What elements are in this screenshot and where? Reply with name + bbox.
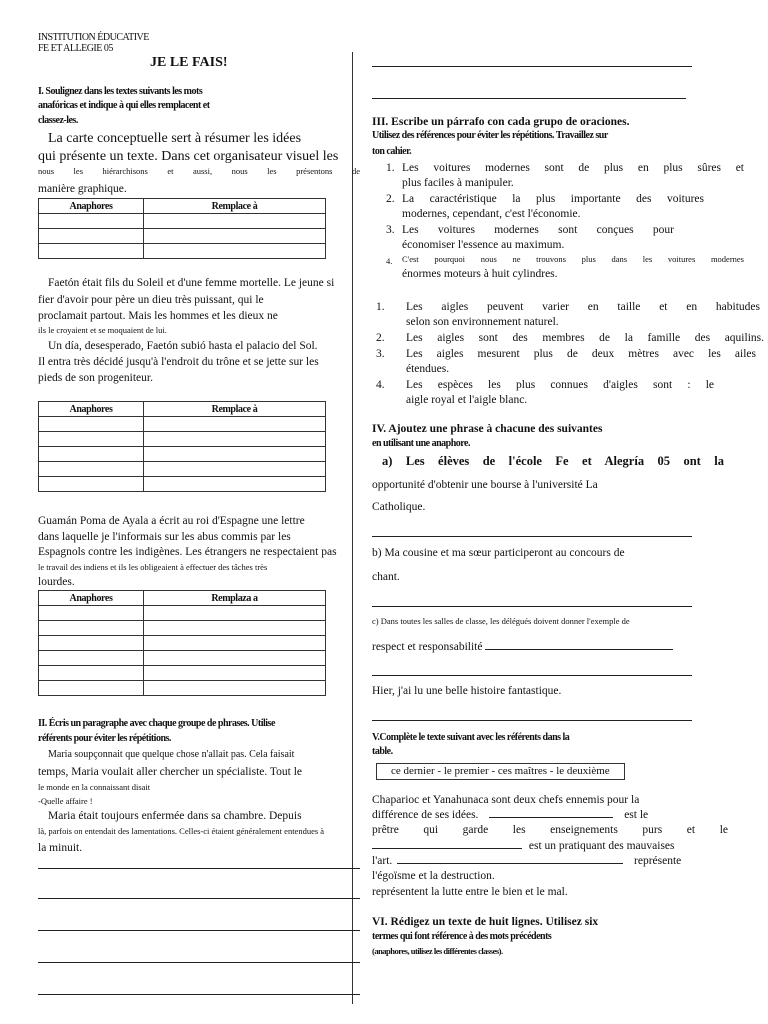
section2-line2: temps, Maria voulait aller chercher un spécialiste. Tout le <box>38 766 303 778</box>
section2-line3: le monde en la connaissant disait <box>38 782 151 792</box>
table-cell[interactable] <box>39 417 144 432</box>
text3-line1: Un día, desesperado, Faetón subió hasta el palacio del Sol. <box>48 340 318 352</box>
text4-line4: le travail des indiens et ils les obligeaient à effectuer des tâches très <box>38 562 268 572</box>
section2-line6: là, parfois on entendait des lamentations. Celles-ci étaient généralement entendues à <box>38 826 325 836</box>
table-cell[interactable] <box>144 621 326 636</box>
text5-line2: différence de ses idées. est le <box>372 809 649 821</box>
table-row <box>39 477 326 492</box>
table-cell[interactable] <box>39 681 144 696</box>
answer-line[interactable] <box>372 98 686 99</box>
text4-line2: dans laquelle je l'informais sur les abus commis par les <box>38 531 291 543</box>
list-item: 2. La caractéristique la plus importante des voitures modernes, cependant, c'est l'économie. <box>386 193 704 220</box>
fill-blank[interactable] <box>397 863 623 864</box>
table-cell[interactable] <box>39 229 144 244</box>
table-row <box>39 681 326 696</box>
table-row <box>39 417 326 432</box>
text5-line5: l'art. représente <box>372 855 682 867</box>
list-item: 1. Les aigles peuvent varier en taille et en habitudes selon son environnement naturel. <box>376 301 760 328</box>
table-cell[interactable] <box>144 636 326 651</box>
anaphora-table-2 <box>38 401 360 492</box>
answer-line[interactable] <box>38 930 360 931</box>
section1-heading-line2: anafóricas et indique à qui elles remplacent et <box>38 100 210 111</box>
table-cell[interactable] <box>144 666 326 681</box>
text4-line3: Espagnols contre les indigènes. Les étrangers ne respectaient pas <box>38 546 337 558</box>
section2-heading-line1: II. Écris un paragraphe avec chaque groupe de phrases. Utilise <box>38 718 275 729</box>
answer-line[interactable] <box>38 898 360 899</box>
item-b-line2: chant. <box>372 571 400 583</box>
table-cell[interactable] <box>144 447 326 462</box>
section2-line4: -Quelle affaire ! <box>38 796 93 806</box>
text5-line3: prêtre qui garde les enseignements purs et le <box>372 824 728 836</box>
answer-line[interactable] <box>372 606 692 607</box>
table-cell[interactable] <box>39 651 144 666</box>
section6-heading-line3: (anaphores, utilisez les différentes classes). <box>372 946 503 956</box>
item-a-line1: a) Les élèves de l'école Fe et Alegría 05 ont la <box>382 454 724 468</box>
list-item: 3. Les aigles mesurent plus de deux mètres avec les ailes étendues. <box>376 348 756 375</box>
text5-line6: l'égoïsme et la destruction. <box>372 870 495 882</box>
text4-line5: lourdes. <box>38 576 75 588</box>
answer-line[interactable] <box>38 868 360 869</box>
section2-line7: la minuit. <box>38 842 83 854</box>
text1-line2: qui présente un texte. Dans cet organisateur visuel les <box>38 149 339 164</box>
answer-line[interactable] <box>38 962 360 963</box>
table-row <box>39 621 326 636</box>
item-c-text: respect et responsabilité <box>372 641 483 653</box>
answer-line[interactable] <box>372 720 692 721</box>
table-cell[interactable] <box>144 432 326 447</box>
table-cell[interactable] <box>39 606 144 621</box>
section3-subheading-line2: ton cahier. <box>372 146 412 157</box>
answer-line[interactable] <box>372 675 692 676</box>
item-b-line1: b) Ma cousine et ma sœur participeront au concours de <box>372 547 625 559</box>
table-cell[interactable] <box>39 666 144 681</box>
section2-heading-line2: référents pour éviter les répétitions. <box>38 733 171 744</box>
fill-blank[interactable] <box>489 817 613 818</box>
sentence-group-cars <box>372 161 744 282</box>
text3-line2: Il entra très décidé jusqu'à l'endroit du trône et se jette sur les <box>38 356 319 368</box>
table1-header-anaphores: Anaphores <box>39 199 144 214</box>
list-item: 3. Les voitures modernes sont conçues pour économiser l'essence au maximum. <box>386 224 674 251</box>
table-cell[interactable] <box>39 432 144 447</box>
item-c-line1: c) Dans toutes les salles de classe, les délégués doivent donner l'exemple de <box>372 616 630 626</box>
text5-line7: représentent la lutte entre le bien et le mal. <box>372 886 568 898</box>
table-row <box>39 214 326 229</box>
referent-words: ce dernier - le premier - ces maîtres - le deuxième <box>376 763 625 780</box>
section6-heading-line1: VI. Rédigez un texte de huit lignes. Utilisez six <box>372 916 599 928</box>
text3-line3: pieds de son progeniteur. <box>38 372 153 384</box>
text2-line4: ils le croyaient et se moquaient de lui. <box>38 325 167 335</box>
text4-line1: Guamán Poma de Ayala a écrit au roi d'Espagne une lettre <box>38 515 305 527</box>
table-cell[interactable] <box>39 214 144 229</box>
anaphora-table-3 <box>38 590 360 696</box>
referent-word-box <box>376 761 764 780</box>
text5-line4: est un pratiquant des mauvaises <box>372 839 764 854</box>
answer-line[interactable] <box>38 994 360 995</box>
school-name: FE ET ALLEGIE 05 <box>38 43 113 54</box>
table-row <box>39 462 326 477</box>
table-cell[interactable] <box>39 621 144 636</box>
text5-line1: Chaparioc et Yanahunaca sont deux chefs ennemis pour la <box>372 794 640 806</box>
section1-heading-line1: I. Soulignez dans les textes suivants les mots <box>38 86 203 97</box>
table-cell[interactable] <box>39 447 144 462</box>
section3-heading: III. Escribe un párrafo con cada grupo de oraciones. <box>372 116 630 128</box>
table2-header-anaphores: Anaphores <box>39 402 144 417</box>
fill-blank[interactable] <box>485 649 673 650</box>
table-row <box>39 606 326 621</box>
table-cell[interactable] <box>39 244 144 259</box>
answer-line[interactable] <box>372 66 692 67</box>
section5-heading-line2: table. <box>372 746 393 757</box>
text1-line4: manière graphique. <box>38 183 127 195</box>
list-item: 1. Les voitures modernes sont de plus en plus sûres et plus faciles à manipuler. <box>386 162 744 189</box>
table-cell[interactable] <box>144 417 326 432</box>
page-title: JE LE FAIS! <box>150 55 228 70</box>
table-cell[interactable] <box>144 244 326 259</box>
table-cell[interactable] <box>144 681 326 696</box>
table-row <box>39 447 326 462</box>
table-cell[interactable] <box>39 636 144 651</box>
text1-line1: La carte conceptuelle sert à résumer les idées <box>48 131 302 146</box>
section5-heading-line1: V.Complète le texte suivant avec les référents dans la <box>372 732 570 743</box>
table-cell[interactable] <box>39 477 144 492</box>
fill-blank[interactable] <box>372 848 522 849</box>
list-item: 4. C'est pourquoi nous ne trouvons plus dans les voitures modernes énormes moteurs à huit cylindres. <box>386 254 744 280</box>
table-row <box>39 244 326 259</box>
section4-heading-line1: IV. Ajoutez une phrase à chacune des suivantes <box>372 423 603 435</box>
institution-name: INSTITUTION ÉDUCATIVE <box>38 32 149 43</box>
table2-header-remplace: Remplace à <box>144 402 326 417</box>
table-cell[interactable] <box>144 214 326 229</box>
section6-heading-line2: termes qui font référence à des mots précédents <box>372 931 552 942</box>
list-item: 2. Les aigles sont des membres de la famille des aquilins. <box>376 332 764 344</box>
table1-header-remplace: Remplace à <box>144 199 326 214</box>
anaphora-table-1 <box>38 198 360 259</box>
text1-line3: nous les hiérarchisons et aussi, nous les présentons de <box>38 166 360 176</box>
item-a-line3: Catholique. <box>372 501 426 513</box>
table-cell[interactable] <box>144 651 326 666</box>
table-row <box>39 229 326 244</box>
table-cell[interactable] <box>144 462 326 477</box>
item-d-line1: Hier, j'ai lu une belle histoire fantastique. <box>372 685 562 697</box>
answer-line[interactable] <box>372 536 692 537</box>
list-item: 4. Les espèces les plus connues d'aigles sont : le aigle royal et l'aigle blanc. <box>376 379 714 406</box>
item-c-line2 <box>372 640 764 655</box>
text2-line1: Faetón était fils du Soleil et d'une femme mortelle. Le jeune si <box>48 277 335 289</box>
text2-line3: proclamait partout. Mais les hommes et les dieux ne <box>38 310 278 322</box>
text2-line2: fier d'avoir pour père un dieu très puissant, qui le <box>38 294 264 306</box>
section1-heading-line3: classez-les. <box>38 115 78 126</box>
table-cell[interactable] <box>144 606 326 621</box>
section4-heading-line2: en utilisant une anaphore. <box>372 438 470 449</box>
table3-header-remplaza: Remplaza a <box>144 591 326 606</box>
item-a-line2: opportunité d'obtenir une bourse à l'université La <box>372 479 598 491</box>
sentence-group-eagles <box>372 300 764 408</box>
table-cell[interactable] <box>144 477 326 492</box>
table-row <box>39 651 326 666</box>
section2-line1: Maria soupçonnait que quelque chose n'allait pas. Cela faisait <box>48 749 295 760</box>
table3-header-anaphores: Anaphores <box>39 591 144 606</box>
table-cell[interactable] <box>144 229 326 244</box>
section3-subheading-line1: Utilisez des références pour éviter les répétitions. Travaillez sur <box>372 130 608 141</box>
section2-line5: Maria était toujours enfermée dans sa chambre. Depuis <box>48 810 302 822</box>
table-row <box>39 666 326 681</box>
table-cell[interactable] <box>39 462 144 477</box>
table-row <box>39 432 326 447</box>
table-row <box>39 636 326 651</box>
